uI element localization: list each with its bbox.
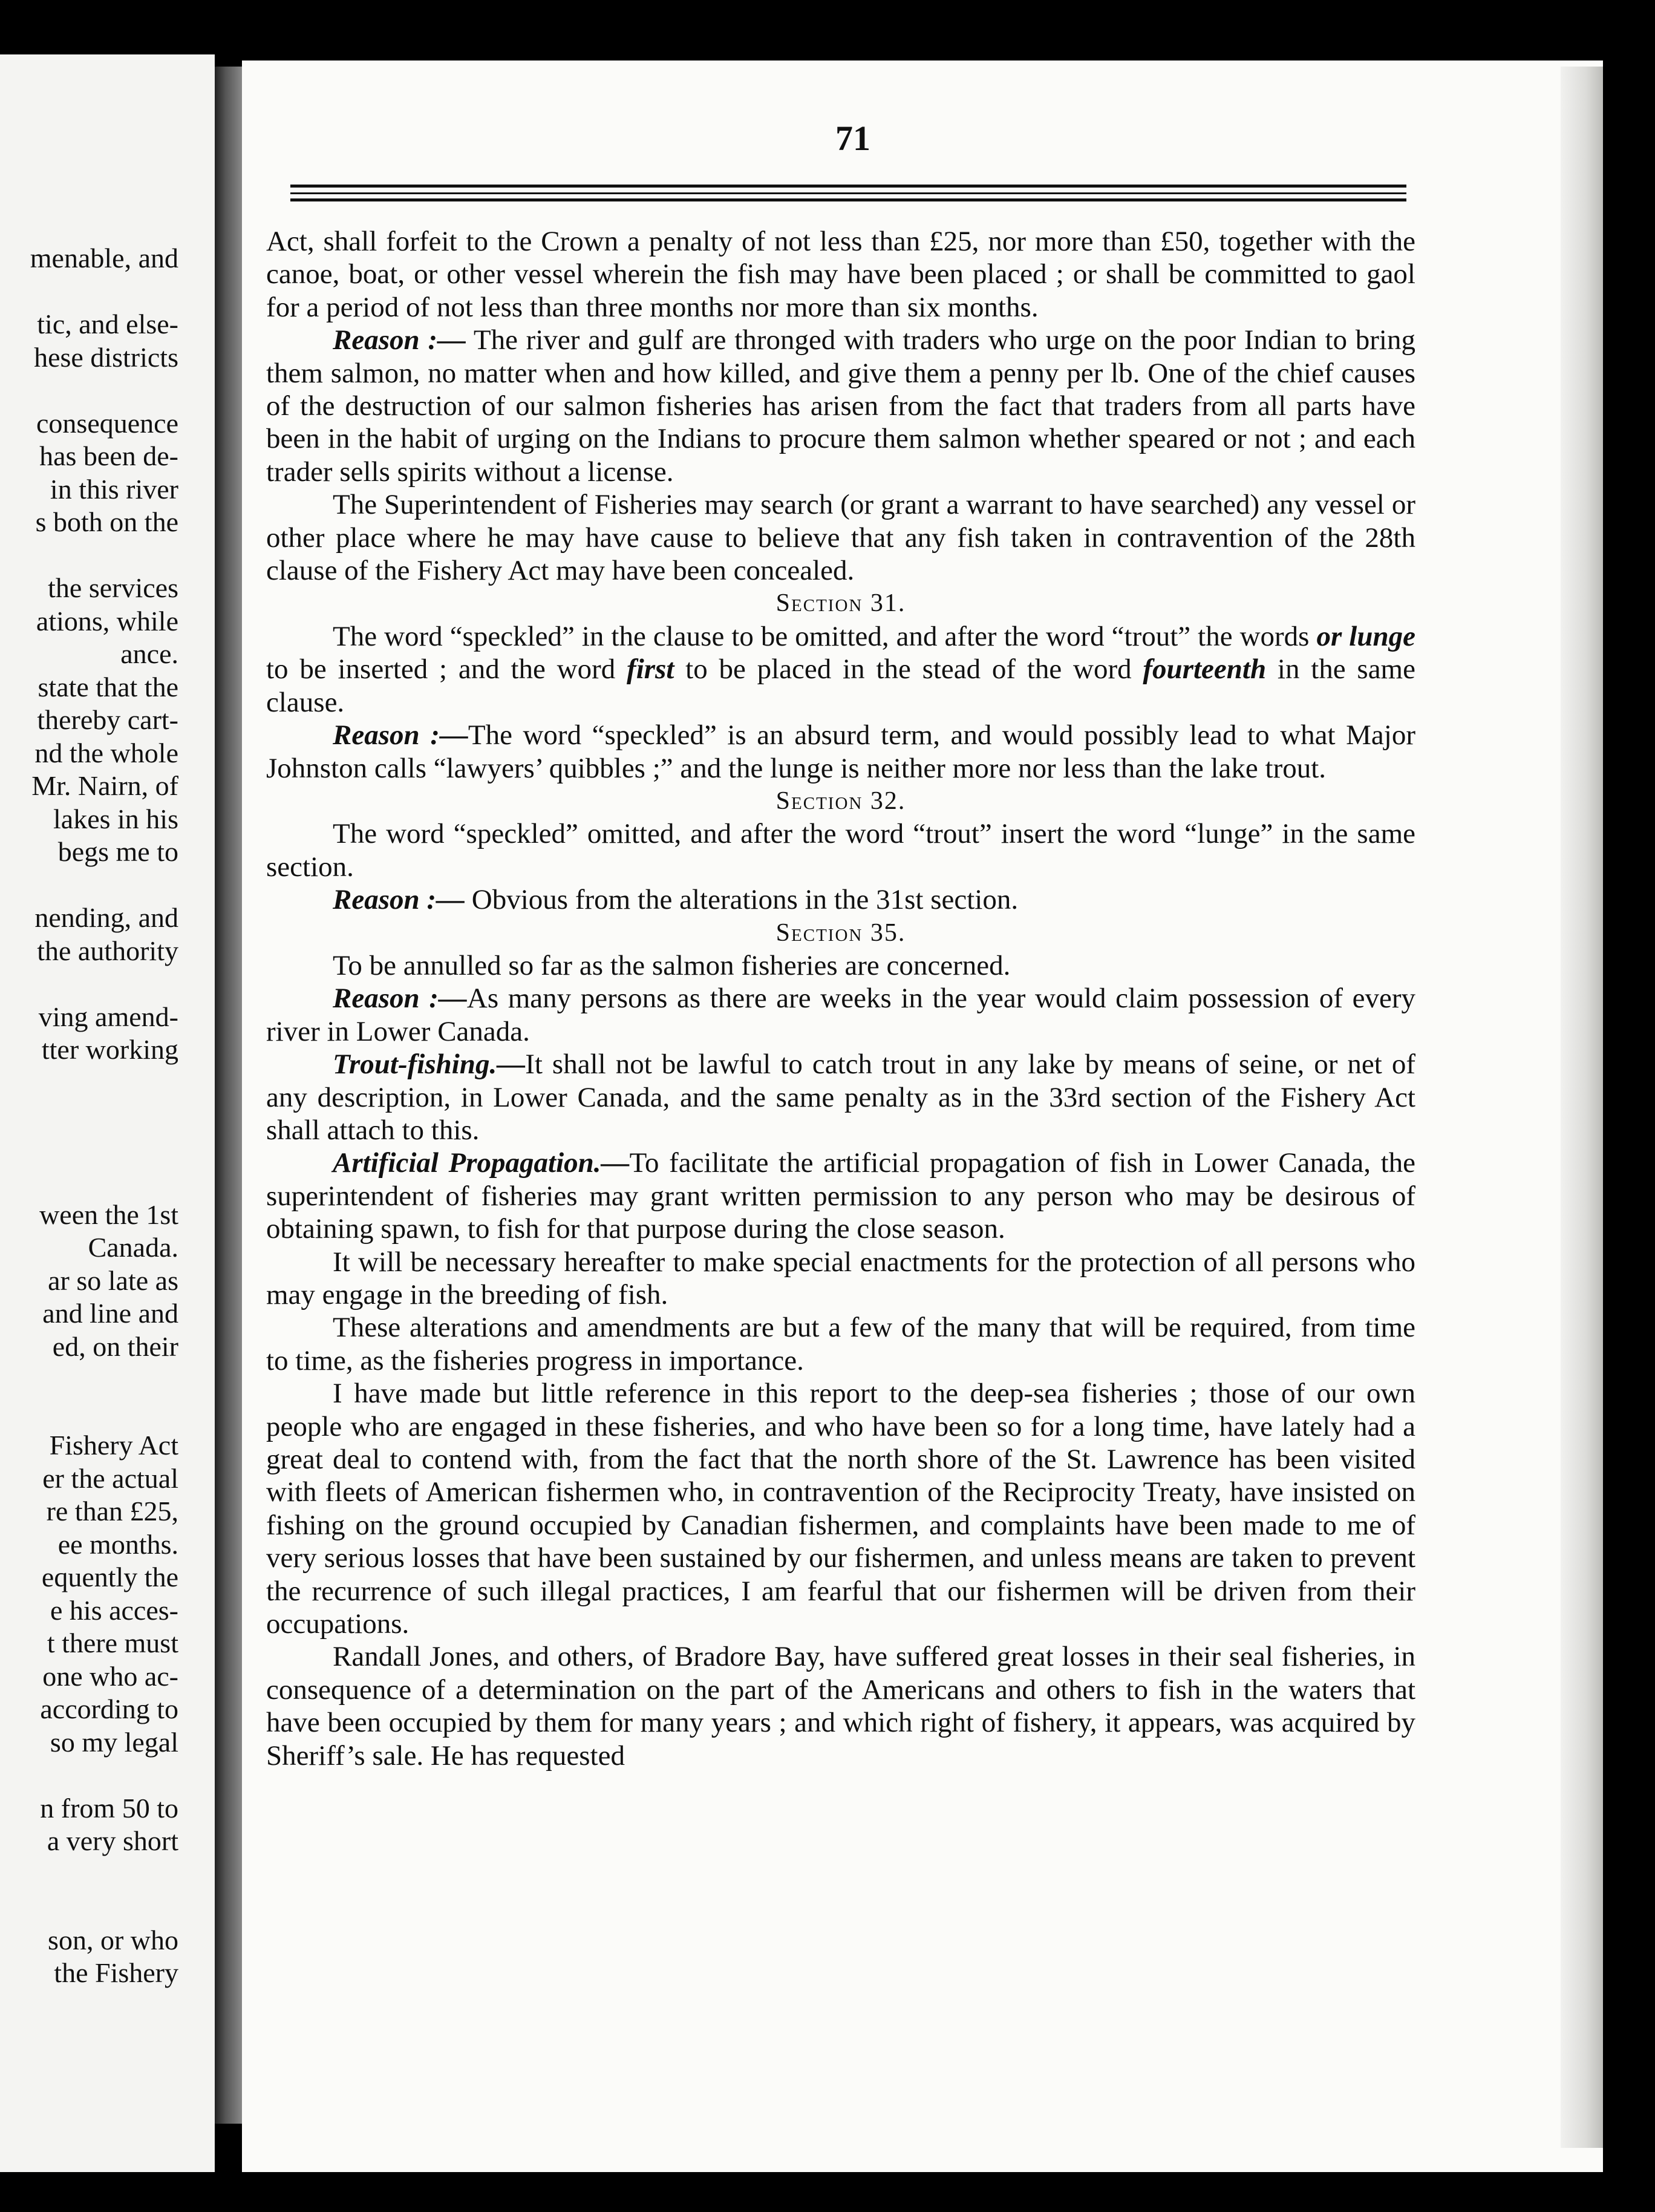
paragraph: These alterations and amendments are but a few of the many that will be required, from time to time, as the fisheries progress in importance.	[266, 1312, 1415, 1376]
book-gutter	[215, 67, 242, 2124]
facing-page-fragment: nd the whole	[34, 737, 178, 768]
facing-page-fragment: in this river	[50, 473, 178, 505]
facing-page-fragment: the Fishery	[54, 1957, 178, 1988]
facing-page-fragment: the services	[48, 572, 178, 603]
facing-page-fragment: ance.	[120, 638, 178, 669]
facing-page-fragment: Fishery Act	[49, 1430, 178, 1461]
header-rule	[290, 192, 1406, 194]
paragraph: The word “speckled” omitted, and after the word “trout” insert the word “lunge” in the same section.	[266, 818, 1415, 883]
facing-page-fragment: nending, and	[34, 902, 178, 933]
facing-page-fragment: n from 50 to	[40, 1792, 178, 1824]
facing-page-fragment: tic, and else-	[37, 309, 178, 339]
facing-page-fragment: begs me to	[57, 836, 178, 867]
paragraph	[266, 1147, 1415, 1245]
page-body	[266, 225, 1415, 1772]
facing-page-fragment: and line and	[42, 1298, 178, 1329]
paragraph-text: Obvious from the alterations in the 31st section.	[465, 884, 1019, 916]
facing-page-fragment: Mr. Nairn, of	[31, 770, 178, 801]
paragraph	[266, 883, 1415, 916]
paragraph-text: The word “speckled” in the clause to be omitted, and after the word “trout” the words	[333, 620, 1317, 652]
facing-page-fragment: e his acces-	[50, 1594, 178, 1626]
facing-page-fragment: consequence	[36, 407, 178, 439]
facing-page-fragment: the authority	[37, 935, 178, 966]
facing-page-fragment: according to	[40, 1693, 178, 1724]
left-facing-page	[0, 54, 215, 2172]
emphasis: or lunge	[1316, 620, 1415, 652]
facing-page-fragment: menable, and	[30, 243, 178, 273]
facing-page-fragment: ed, on their	[52, 1330, 178, 1362]
facing-page-fragment: re than £25,	[46, 1496, 178, 1526]
paragraph	[266, 324, 1415, 488]
paragraph-lead: Artificial Propagation.—	[333, 1147, 630, 1179]
paragraph-text: The river and gulf are thronged with traders who urge on the poor Indian to bring them salmon, no matter when and how killed, and give them a penny per lb. One of the chief causes of the destruction of our salmon fisheries has arisen from the fact that traders from all parts have been in the habit of urging on the Indians to procure them salmon whether speared or not ; and each trader sells spirits without a license.	[266, 324, 1415, 488]
page-edge-shadow	[1561, 67, 1603, 2148]
facing-page-fragment: equently the	[41, 1562, 178, 1592]
facing-page-fragment: state that the	[38, 671, 178, 702]
facing-page-fragment: one who ac-	[42, 1660, 178, 1692]
facing-page-fragment: tter working	[41, 1034, 178, 1065]
paragraph: Randall Jones, and others, of Bradore Bay, have suffered great losses in their seal fisheries, in consequence of a determination on the part of the Americans and others to fish in the waters that have been occupied by them for many years ; and which right of fishery, it appears, was acquired by Sheriff’s sale. He has requested	[266, 1641, 1415, 1772]
facing-page-fragment: ations, while	[36, 605, 178, 636]
facing-page-fragment: so my legal	[50, 1726, 178, 1758]
facing-page-fragment: son, or who	[48, 1924, 178, 1955]
header-rule	[290, 198, 1406, 201]
paragraph-text: to be inserted ; and the word	[266, 653, 627, 686]
paragraph	[266, 620, 1415, 719]
facing-page-fragment: ar so late as	[48, 1265, 178, 1296]
paragraph-text: It shall not be lawful to catch trout in any lake by means of seine, or net of any description, in Lower Canada, and the same penalty as in the 33rd section of the Fishery Act shall attach to this.	[266, 1049, 1415, 1146]
header-rule	[290, 185, 1406, 188]
paragraph: It will be necessary hereafter to make special enactments for the protection of all persons who may engage in the breeding of fish.	[266, 1246, 1415, 1311]
facing-page-fragment: has been de-	[39, 440, 178, 471]
paragraph-text: to be placed in the stead of the word	[674, 653, 1143, 686]
section-heading: Section 35.	[775, 918, 906, 947]
paragraph-lead: Reason :—	[333, 324, 466, 356]
emphasis: fourteenth	[1143, 653, 1267, 686]
paragraph-text: in the same clause.	[266, 653, 1415, 718]
facing-page-fragment: a very short	[47, 1825, 178, 1856]
facing-page-fragment: hese districts	[34, 341, 178, 373]
paragraph-lead: Trout-fishing.—	[333, 1049, 526, 1081]
paragraph	[266, 982, 1415, 1048]
facing-page-fragment: ee months.	[57, 1528, 178, 1560]
paragraph-text: The word “speckled” is an absurd term, and would possibly lead to what Major Johnston calls “lawyers’ quibbles ;” and the lunge is neither more nor less than the lake trout.	[266, 719, 1415, 784]
paragraph	[266, 719, 1415, 785]
facing-page-fragment: lakes in his	[53, 803, 178, 834]
facing-page-fragment: ving amend-	[38, 1001, 178, 1032]
paragraph-lead: Reason :—	[333, 719, 468, 751]
paragraph: The Superintendent of Fisheries may search (or grant a warrant to have searched) any vessel or other place where he may have cause to believe that any fish taken in contravention of the 28th clause of the Fishery Act may have been concealed.	[266, 489, 1415, 587]
section-heading: Section 32.	[775, 787, 906, 815]
paragraph-lead: Reason :—	[333, 983, 467, 1015]
paragraph: To be annulled so far as the salmon fisheries are concerned.	[333, 949, 1011, 981]
paragraph: Act, shall forfeit to the Crown a penalty of not less than £25, nor more than £50, together with the canoe, boat, or other vessel wherein the fish may have been placed ; or shall be committed to gaol for a period of not less than three months nor more than six months.	[266, 226, 1415, 323]
paragraph-text: As many persons as there are weeks in the year would claim possession of every river in Lower Canada.	[266, 983, 1415, 1047]
facing-page-fragment: Canada.	[88, 1232, 178, 1263]
paragraph-lead: Reason :—	[333, 884, 465, 916]
facing-page-fragment: s both on the	[35, 506, 178, 537]
facing-page-fragment: t there must	[47, 1628, 178, 1658]
facing-page-fragment: ween the 1st	[39, 1199, 178, 1230]
paragraph: I have made but little reference in this report to the deep-sea fisheries ; those of our own people who are engaged in these fisheries, and who have been so for a long time, have lately had a great deal to contend with, from the fact that the north shore of the St. Lawrence has been visited with fleets of American fishermen who, in contravention of the Reciprocity Treaty, have insisted on fishing on the ground occupied by Canadian fishermen, and complaints have been made to me of very serious losses that have been sustained by our fishermen, and unless means are taken to prevent the recurrence of such illegal practices, I am fearful that our fishermen will be driven from their occupations.	[266, 1378, 1415, 1640]
paragraph-text: To facilitate the artificial propagation of fish in Lower Canada, the superintendent of fisheries may grant written permission to any person who may be desirous of obtaining spawn, to fish for that purpose during the close season.	[266, 1147, 1415, 1245]
page-number: 71	[835, 119, 870, 158]
paragraph	[266, 1048, 1415, 1147]
facing-page-fragment: er the actual	[42, 1462, 178, 1494]
emphasis: first	[627, 653, 674, 686]
section-heading: Section 31.	[775, 589, 906, 618]
facing-page-fragment: thereby cart-	[37, 704, 178, 735]
